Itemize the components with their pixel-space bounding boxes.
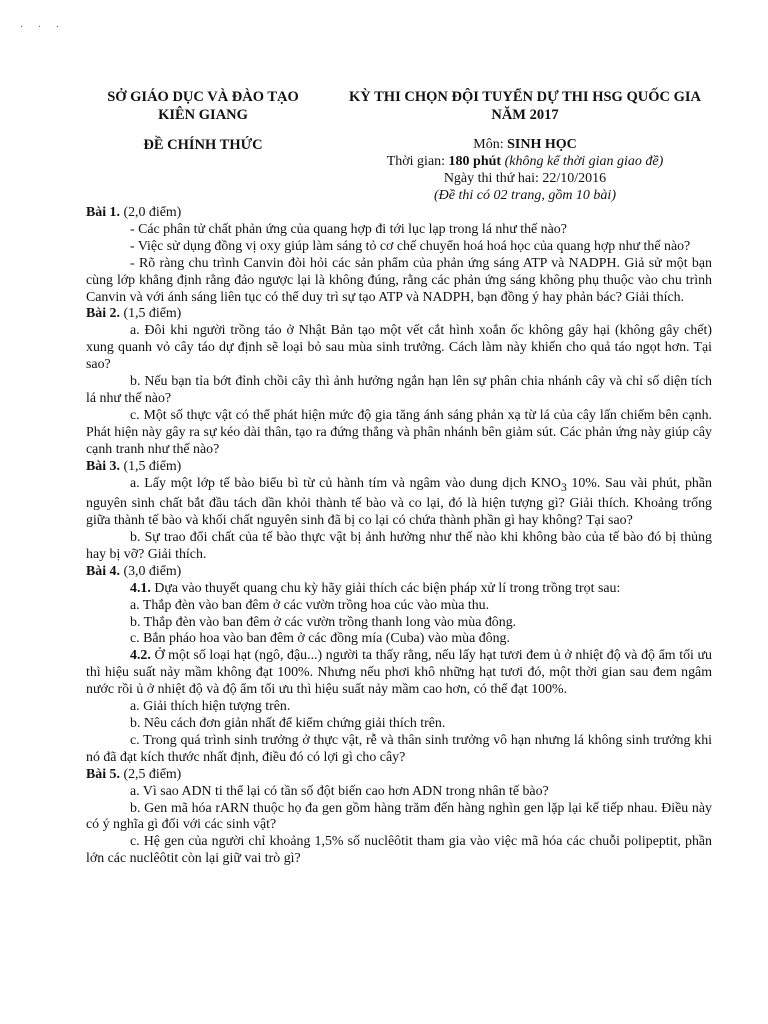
question-1-item-3: - Rõ ràng chu trình Canvin đòi hỏi các sản phẩm của phản ứng sáng ATP và NADPH. Giả sử một bạn cùng lớp khẳng định rằng đảo ngược lại là không đúng, rằng các phản ứng sáng không phụ thuộc vào chu trình Canvin và với ánh sáng liên tục có thể duy trì sự tạo ATP và NADPH, bạn đồng ý hay phản bác? Giải thích.	[86, 255, 712, 305]
subject-label: Môn:	[473, 137, 508, 152]
question-1-title: Bài 1.	[86, 205, 120, 220]
official-exam-label: ĐỀ CHÍNH THỨC	[143, 137, 263, 153]
kno3-subscript: 3	[560, 480, 567, 494]
subject-name: SINH HỌC	[507, 137, 577, 152]
question-5-title: Bài 5.	[86, 766, 120, 782]
exam-questions	[86, 205, 712, 868]
time-label: Thời gian:	[386, 154, 449, 169]
question-5-heading	[86, 767, 712, 784]
question-4-2-text: Ở một số loại hạt (ngô, đậu...) người ta thấy rằng, nếu lấy hạt tươi đem ủ ở nhiệt độ và độ ẩm tối ưu thì hiệu suất nảy mầm không đạt 100%. Nhưng nếu phơi khô những hạt tươi đó, một thời gian sau đem ngâm nước rồi ủ ở nhiệt độ và độ ẩm tối ưu thì hiệu suất nảy mầm cao hơn, có thể đạt 100%.	[86, 648, 712, 698]
question-4-2	[86, 648, 712, 699]
question-3-part-a	[86, 476, 712, 531]
subject-line	[330, 136, 720, 153]
question-3-heading	[86, 459, 712, 476]
province-name: KIÊN GIANG	[158, 107, 248, 123]
exam-title: KỲ THI CHỌN ĐỘI TUYỂN DỰ THI HSG QUỐC GIA	[349, 89, 701, 105]
exam-date: Ngày thi thứ hai: 22/10/2016	[443, 171, 607, 186]
question-1-heading	[86, 205, 712, 222]
time-line	[330, 153, 720, 170]
exam-year: NĂM 2017	[491, 107, 559, 123]
question-1-points: (2,0 điểm)	[119, 205, 182, 220]
question-2-heading	[86, 306, 712, 323]
question-3-part-a-rest: 10%. Sau vài phút, phần nguyên sinh chất bắt đầu tách dần khỏi thành tế bào và co lại, đó là hiện tượng gì? Giải thích. Khoảng trống giữa thành tế bào và khối chất nguyên sinh đã bị co lại có chứa thành phần gì hay không? Tại sao?	[86, 475, 712, 529]
question-5-points: (2,5 điểm)	[119, 766, 182, 782]
question-2-points: (1,5 điểm)	[119, 306, 182, 322]
question-4-1-part-b: b. Thắp đèn vào ban đêm ở các vườn trồng thanh long vào mùa đông.	[130, 614, 517, 630]
question-2-title: Bài 2.	[86, 306, 120, 322]
question-1-item-1: - Các phân tử chất phản ứng của quang hợp đi tới lục lạp trong lá như thế nào?	[130, 221, 567, 237]
question-1-item-2: - Việc sử dụng đồng vị oxy giúp làm sáng tỏ cơ chế chuyển hoá hoá học của quang hợp như thế nào?	[130, 238, 691, 254]
question-2-part-c: c. Một số thực vật có thể phát hiện mức độ gia tăng ánh sáng phản xạ từ lá của cây lấn chiếm bên cạnh. Phát hiện này gây ra sự kéo dài thân, tạo ra đứng thẳng và phân nhánh bên giảm sút. Các phản ứng này giúp cây cạnh tranh như thế nào?	[86, 407, 712, 457]
question-4-2-part-b: b. Nêu cách đơn giản nhất để kiểm chứng giải thích trên.	[130, 715, 446, 731]
time-value: 180 phút	[448, 154, 502, 169]
question-4-2-part-a: a. Giải thích hiện tượng trên.	[130, 699, 291, 715]
question-4-title: Bài 4.	[86, 563, 120, 579]
question-4-2-number: 4.2.	[130, 648, 151, 664]
question-3-title: Bài 3.	[86, 458, 120, 474]
question-3-points: (1,5 điểm)	[119, 458, 182, 474]
question-2-part-a: a. Đôi khi người trồng táo ở Nhật Bản tạo một vết cắt hình xoắn ốc không gây hại (không gây chết) xung quanh vỏ cây táo dự định sẽ loại bỏ sau mùa sinh trưởng. Cách làm này khiến cho quả táo ngọt hơn. Tại sao?	[86, 323, 712, 373]
exam-header	[0, 86, 768, 204]
scan-speck-marks: · · ·	[20, 22, 65, 33]
question-4-1-part-c: c. Bắn pháo hoa vào ban đêm ở các đồng mía (Cuba) vào mùa đông.	[130, 631, 510, 647]
time-note: (không kể thời gian giao đề)	[501, 154, 664, 169]
question-3-part-b: b. Sự trao đổi chất của tế bào thực vật bị ảnh hưởng như thế nào khi không bào của tế bào đó bị thủng hay bị vỡ? Giải thích.	[86, 530, 712, 562]
question-2-part-b: b. Nếu bạn tỉa bớt đỉnh chồi cây thì ảnh hưởng ngắn hạn lên sự phân chia nhánh cây và chỉ số diện tích lá như thế nào?	[86, 374, 712, 406]
department-name: SỞ GIÁO DỤC VÀ ĐÀO TẠO	[107, 89, 299, 105]
question-4-2-part-c: c. Trong quá trình sinh trưởng ở thực vật, rễ và thân sinh trưởng vô hạn nhưng lá không sinh trưởng khi nó đã đạt kích thước nhất định, điều đó có lợi gì cho cây?	[86, 732, 712, 765]
question-4-1-number: 4.1.	[130, 580, 151, 596]
question-4-heading	[86, 564, 712, 581]
question-5-part-b: b. Gen mã hóa rARN thuộc họ đa gen gồm hàng trăm đến hàng nghìn gen lặp lại kế tiếp nhau. Điều này có ý nghĩa gì đối với các sinh vật?	[86, 800, 712, 833]
question-4-1	[86, 581, 712, 598]
pages-note: (Đề thi có 02 trang, gồm 10 bài)	[434, 188, 616, 203]
question-3-part-a-text: a. Lấy một lớp tế bào biểu bì từ củ hành tím và ngâm vào dung dịch KNO	[130, 475, 561, 491]
question-4-points: (3,0 điểm)	[119, 563, 182, 579]
question-5-part-a: a. Vì sao ADN ti thể lại có tần số đột biến cao hơn ADN trong nhân tế bào?	[130, 783, 549, 799]
question-4-1-part-a: a. Thắp đèn vào ban đêm ở các vườn trồng hoa cúc vào mùa thu.	[130, 597, 490, 613]
question-4-1-text: Dựa vào thuyết quang chu kỳ hãy giải thích các biện pháp xử lí trong trồng trọt sau:	[150, 580, 621, 596]
question-5-part-c: c. Hệ gen của người chỉ khoảng 1,5% số nuclêôtit tham gia vào việc mã hóa các chuỗi polipeptit, phần lớn các nuclêôtit còn lại giữ vai trò gì?	[86, 834, 712, 867]
